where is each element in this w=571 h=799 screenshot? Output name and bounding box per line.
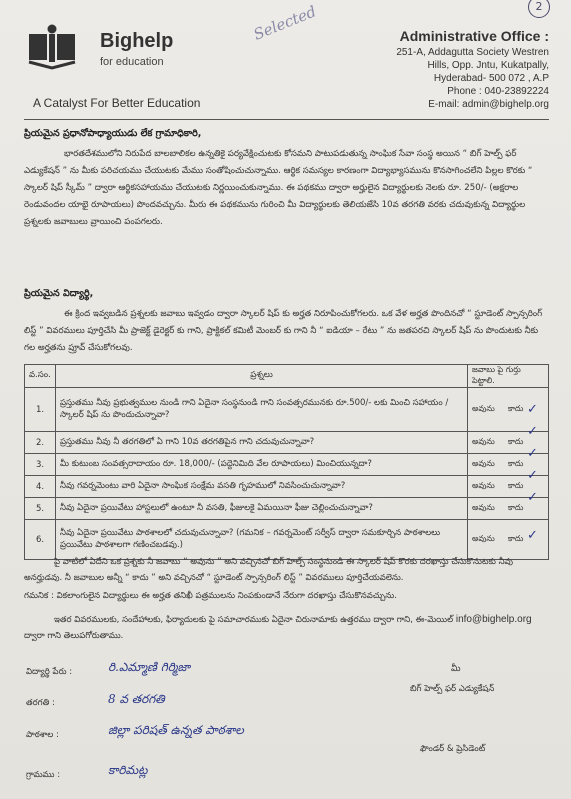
yes-option[interactable]: అవును — [472, 404, 495, 413]
question-text: నీవు ఏదైనా ప్రయివేటు పాఠశాలలో చదువుచున్నావా? (గమనిక – గవర్నమెంట్ సర్వీస్ ద్వారా సమకూర్చిన పాఠశాలలు ప్రయివేటు పాఠశాలగా గణించబడవు.) — [56, 520, 468, 560]
footer-note-3 — [24, 612, 549, 644]
table-header-row — [25, 365, 549, 388]
col-header-number: వ.సం. — [25, 365, 56, 388]
yes-option[interactable]: అవును — [472, 534, 495, 543]
class-value[interactable]: 8 వ తరగతి — [108, 692, 165, 706]
eligibility-table — [24, 364, 549, 560]
village-label: గ్రామము : — [26, 770, 61, 780]
contact-email-link[interactable]: info@bighelp.org — [455, 614, 532, 625]
question-text: ప్రస్తుతము నీవు ప్రభుత్వముల నుండి గాని ఏదైనా సంస్థనుండి గాని సంవత్సరమునకు రూ.500/- లకు మించి సహాయం / స్కాలర్ షిప్ ను పొందుచున్నావా? — [56, 388, 468, 432]
brand-name: Bighelp — [100, 30, 174, 52]
handwritten-selected-note: Selected — [251, 2, 319, 44]
row-number: 2. — [25, 432, 56, 454]
col-header-questions: ప్రశ్నలు — [56, 365, 468, 388]
yes-option[interactable]: అవును — [472, 503, 495, 512]
no-option[interactable]: కాదు — [508, 534, 524, 543]
school-value[interactable]: జిల్లా పరిషత్ ఉన్నత పాఠశాల — [108, 723, 244, 737]
table-row — [25, 454, 549, 476]
village-value[interactable]: కారిమట్ల — [108, 763, 148, 777]
row-number: 5. — [25, 498, 56, 520]
circled-page-number: 2 — [528, 0, 550, 18]
intro-paragraph: భారతదేశములోని నిరుపేద బాలబాలికల ఉన్నతికై పర్యవేక్షించుటకు కోసమని పాటుపడుతున్న సాంఘిక సేవా సంస్థ అయిన “ బిగ్ హెల్ప్ ఫర్ ఎడ్యుకేషన్ ” ను మీకు పరిచయము చేయుటకు మేము సంతోషించుచున్నాము. ఆర్థిక సమస్యల కారణంగా విద్యాభ్యాసమును కొనసాగించలేని పిల్లల కొరకు “ స్కాలర్ షిప్ స్కీమ్ ” ద్వారా ఆర్థికసహాయము చేయుటకు నిర్ణయించుకున్నాము. ఈ పథకము ద్వారా అర్హులైన విద్యార్థులకు నెలకు రూ. 250/- (అక్షరాల రెండువందల యాభై రూపాయలు) పొందవచ్చును. మీరు ఈ పథకమును గురించి మీ విద్యార్థులకు తెలియజేసి 10వ తరగతి వరకు చదువుకున్న విద్యార్థుల ప్రశ్నలకు జవాబులు వ్రాయించి పంపగలరు. — [24, 149, 533, 227]
salutation-student: ప్రియమైన విద్యార్థి, — [24, 288, 94, 299]
footer-note-2: గమనిక : వికలాంగులైన విద్యార్థులు ఈ అర్హత తనిఖీ పత్రములను నింపకుండానే నేరుగా దరఖాస్తు చేసుకొనవచ్చును. — [24, 591, 397, 601]
address-line: 251-A, Addagutta Society Westren — [396, 47, 549, 58]
no-option[interactable]: కాదు — [508, 481, 524, 490]
tagline: A Catalyst For Better Education — [33, 96, 201, 110]
no-option[interactable]: కాదు — [508, 437, 524, 446]
yes-option[interactable]: అవును — [472, 481, 495, 490]
question-text: నీవు గవర్నమెంటు వారి ఏదైనా సాంఘిక సంక్షేమ వసతి గృహములో నివసించుచున్నావా? — [56, 476, 468, 498]
header-divider — [24, 119, 549, 120]
signature-org: బిగ్ హెల్ప్ ఫర్ ఎడ్యుకేషన్ — [410, 684, 495, 694]
question-text: ప్రస్తుతము నీవు నీ తరగతిలో ఏ గాని 10వ తరగతిపైన గాని చదువుచున్నావా? — [56, 432, 468, 454]
no-option[interactable]: కాదు — [508, 503, 524, 512]
address-line: Hyderabad- 500 072 , A.P — [433, 73, 549, 84]
row-number: 6. — [25, 520, 56, 560]
yes-option[interactable]: అవును — [472, 459, 495, 468]
no-option[interactable]: కాదు — [508, 459, 524, 468]
student-name-value[interactable]: రి.ఎమ్మాణి గిర్మిజా — [108, 660, 191, 674]
address-line: Hills, Opp. Jntu, Kukatpally, — [427, 60, 549, 71]
tick-mark-icon: ✓ — [527, 468, 538, 483]
office-title: Administrative Office : — [399, 28, 549, 44]
brand-subtitle: for education — [100, 56, 164, 68]
bighelp-logo-icon — [27, 24, 77, 70]
no-option[interactable]: కాదు — [508, 404, 524, 413]
tick-mark-icon: ✓ — [527, 424, 538, 439]
phone-line: Phone : 040-23892224 — [447, 86, 549, 97]
signature-title: ఫౌండర్ & ప్రెసిడెంట్ — [420, 744, 486, 754]
instructions-paragraph: ఈ క్రింద ఇవ్వబడిన ప్రశ్నలకు జవాబు ఇవ్వడం ద్వారా స్కాలర్ షిప్ కు అర్హత నిరూపించుకోగలరు. ఒక వేళ అర్హత పొందినచో “ స్టూడెంట్ స్పాన్సరింగ్ లిస్ట్ ” వివరములు పూర్తిచేసి మీ ప్రాజెక్ట్ డైరెక్టర్ కు గాని, ప్రాక్టికల్ కమిటీ మెంబర్ కు గాని నీ “ ఐడియా – రేటు ” ను జతపరచి స్కాలర్ షిప్ ను పొందుటకు నీకు గల అర్హతను ప్రూవ్ చేసుకోగలవు. — [24, 309, 543, 353]
question-text: మీ కుటుంబ సంవత్సరాదాయం రూ. 18,000/- (పద్దెనిమిది వేల రూపాయలు) మించియున్నదా? — [56, 454, 468, 476]
table-row — [25, 476, 549, 498]
signature-closing: మీ — [451, 664, 461, 674]
office-address — [396, 46, 549, 111]
contact-text-end: ద్వారా గాని తెలుపగోరుతాము. — [24, 631, 124, 641]
row-number: 4. — [25, 476, 56, 498]
table-row — [25, 388, 549, 432]
row-number: 1. — [25, 388, 56, 432]
tick-mark-icon: ✓ — [527, 446, 538, 461]
tick-mark-icon: ✓ — [527, 490, 538, 505]
footer-note-1: పై వాటిలో ఏదేని ఒక ప్రశ్నకు నీ జవాబు “ అవును ” అని వచ్చినచో బిగ్ హెల్ప్ సంస్థనుండి ఈ స్కాలర్ షిప్ కొరకు దరఖాస్తు చేసుకొనుటకు నీవు అనర్హుడవు. నీ జవాబుల అన్నీ “ కాదు ” అని వచ్చినచో “ స్టూడెంట్ స్పాన్సరింగ్ లిస్ట్ ” వివరములు పూర్తిచేయవలెను. — [24, 557, 514, 583]
table-row — [25, 498, 549, 520]
school-label: పాఠశాల : — [26, 730, 59, 740]
table-row — [25, 432, 549, 454]
tick-mark-icon: ✓ — [527, 528, 538, 543]
tick-mark-icon: ✓ — [527, 402, 538, 417]
class-label: తరగతి : — [26, 698, 55, 708]
question-text: నీవు ఏదైనా ప్రయివేటు హాస్టలులో ఉంటూ నీ వసతి, ఫీజులకై ఏమయినా ఫీజు చెల్లించుచున్నావా? — [56, 498, 468, 520]
student-name-label: విద్యార్థి పేరు : — [26, 667, 73, 677]
salutation-headmaster: ప్రియమైన ప్రధానోపాధ్యాయుడు లేక గ్రామాధికారి, — [24, 128, 202, 139]
row-number: 3. — [25, 454, 56, 476]
contact-text: ఇతర వివరములకు, సందేహాలకు, ఫిర్యాదులకు పై సమాచారముకు ఏదైనా చిరునామాకు ఉత్తరము ద్వారా గాని, ఈ-మెయిల్ — [54, 615, 454, 625]
col-header-answer: జవాబు పై గుర్తు పెట్టాలి. — [468, 365, 549, 388]
yes-option[interactable]: అవును — [472, 437, 495, 446]
email-line: E-mail: admin@bighelp.org — [428, 99, 549, 110]
